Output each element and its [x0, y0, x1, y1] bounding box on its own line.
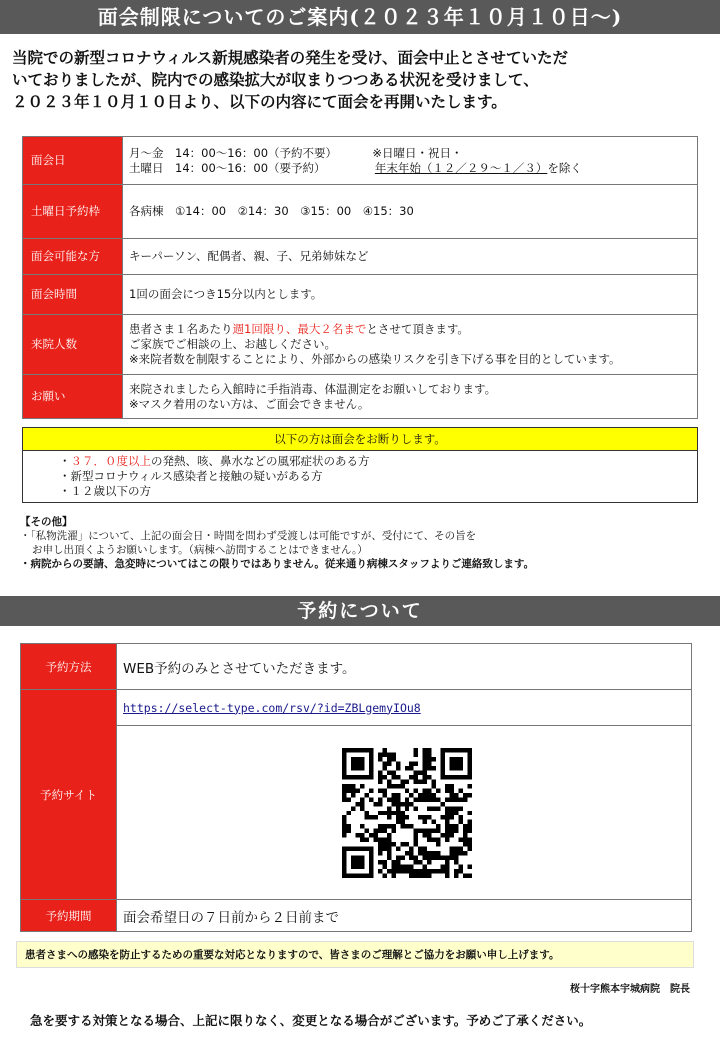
reservation-period-label: 予約期間 — [21, 900, 117, 932]
other-line: ・病院からの要請、急変時についてはこの限りではありません。従来通り病棟スタッフよりご連絡致します。 — [20, 558, 535, 570]
other-line: お申し出頂くようお願いします。（病棟へ訪問することはできません。） — [32, 544, 368, 556]
year-end-holidays: 年末年始（１２／２９～１／３） — [374, 160, 548, 175]
intro-paragraph — [12, 47, 712, 113]
intro-line: ２０２３年１０月１０日より、以下の内容にて面会を再開いたします。 — [12, 92, 507, 111]
saturday-slots-value: 各病棟 ①14：00 ②14：30 ③15：00 ④15：30 — [123, 185, 698, 239]
other-notes — [20, 515, 710, 571]
reservation-table — [20, 643, 692, 932]
refusal-list — [23, 451, 697, 502]
saturday-hours: 土曜日 14：00～16：00（要予約） — [129, 160, 326, 175]
exclusion-tail: を除く — [547, 160, 582, 175]
reservation-banner — [0, 596, 720, 626]
intro-line: いておりましたが、院内での感染拡大が収まりつつある状況を受けまして、 — [12, 70, 539, 89]
closing-notice: 急を要する対策となる場合、上記に限りなく、変更となる場合がございます。予めご了承ください。 — [30, 1013, 592, 1028]
bottom-note: 患者さまへの感染を防止するための重要な対応となりますので、皆さまのご理解とご協力をお願い申し上げます。 — [16, 941, 694, 968]
visit-days-value — [123, 137, 698, 185]
visit-days-label: 面会日 — [23, 137, 123, 185]
row-reservation-qr — [21, 726, 692, 900]
refusal-text: の発熱、咳、鼻水などの風邪症状のある方 — [151, 454, 370, 468]
reservation-url-cell — [117, 690, 692, 726]
visitor-count-text: 患者さま１名あたり — [129, 322, 233, 336]
request-label: お願い — [23, 375, 123, 419]
request-value — [123, 375, 698, 419]
page-title: 面会制限についてのご案内(２０２３年１０月１０日～) — [97, 5, 623, 29]
visit-duration-label: 面会時間 — [23, 275, 123, 315]
visit-rules-table — [22, 136, 698, 419]
reservation-site-label: 予約サイト — [21, 690, 117, 900]
refusal-item — [59, 454, 697, 469]
page-title-banner — [0, 0, 720, 34]
visitor-limit-highlight: 週1回限り、最大２名まで — [232, 322, 367, 336]
row-reservation-period — [21, 900, 692, 932]
visit-duration-value: 1回の面会につき15分以内とします。 — [123, 275, 698, 315]
refusal-bullet: ・ — [59, 454, 71, 468]
row-visit-duration — [23, 275, 698, 315]
reservation-title: 予約について — [297, 600, 423, 622]
row-saturday-slots — [23, 185, 698, 239]
row-reservation-method — [21, 644, 692, 690]
qr-code-icon[interactable] — [342, 748, 472, 878]
visitor-count-value — [123, 315, 698, 375]
signature: 桜十字熊本宇城病院 院長 — [570, 984, 690, 995]
row-visitor-count — [23, 315, 698, 375]
row-request — [23, 375, 698, 419]
reservation-method-label: 予約方法 — [21, 644, 117, 690]
refusal-heading: 以下の方は面会をお断りします。 — [23, 428, 697, 451]
reservation-period-value: 面会希望日の７日前から２日前まで — [117, 900, 692, 932]
eligible-visitors-label: 面会可能な方 — [23, 239, 123, 275]
eligible-visitors-value: キーパーソン、配偶者、親、子、兄弟姉妹など — [123, 239, 698, 275]
row-visit-days — [23, 137, 698, 185]
other-heading: 【その他】 — [20, 516, 73, 528]
saturday-slots-label: 土曜日予約枠 — [23, 185, 123, 239]
reservation-url-link[interactable]: https://select-type.com/rsv/?id=ZBLgemyIOu8 — [123, 700, 421, 715]
weekday-hours: 月～金 14：00～16：00（予約不要） — [129, 145, 338, 160]
visitor-count-label: 来院人数 — [23, 315, 123, 375]
reservation-method-value: WEB予約のみとさせていただきます。 — [117, 644, 692, 690]
visitor-count-text: とさせて頂きます。 — [366, 322, 469, 336]
fever-threshold: ３７．０度以上 — [70, 454, 151, 468]
other-line: ・「私物洗濯」について、上記の面会日・時間を問わず受渡しは可能ですが、受付にて、その旨を — [20, 530, 477, 542]
intro-line: 当院での新型コロナウィルス新規感染者の発生を受け、面会中止とさせていただ — [12, 48, 568, 67]
refusal-item: ・新型コロナウィルス感染者と接触の疑いがある方 — [59, 469, 323, 483]
request-text: 来院されましたら入館時に手指消毒、体温測定をお願いしております。 — [129, 381, 497, 396]
refusal-notice — [22, 427, 698, 503]
visitor-count-text: ※来院者数を制限することにより、外部からの感染リスクを引き下げる事を目的としています。 — [129, 352, 621, 366]
qr-cell — [117, 726, 692, 900]
row-eligible-visitors — [23, 239, 698, 275]
request-text: ※マスク着用のない方は、ご面会できません。 — [129, 396, 370, 411]
visitor-count-text: ご家族でご相談の上、お越しください。 — [129, 337, 336, 351]
row-reservation-url — [21, 690, 692, 726]
refusal-item: ・１２歳以下の方 — [59, 484, 151, 498]
exclusion-note: ※日曜日・祝日・ — [372, 145, 463, 160]
